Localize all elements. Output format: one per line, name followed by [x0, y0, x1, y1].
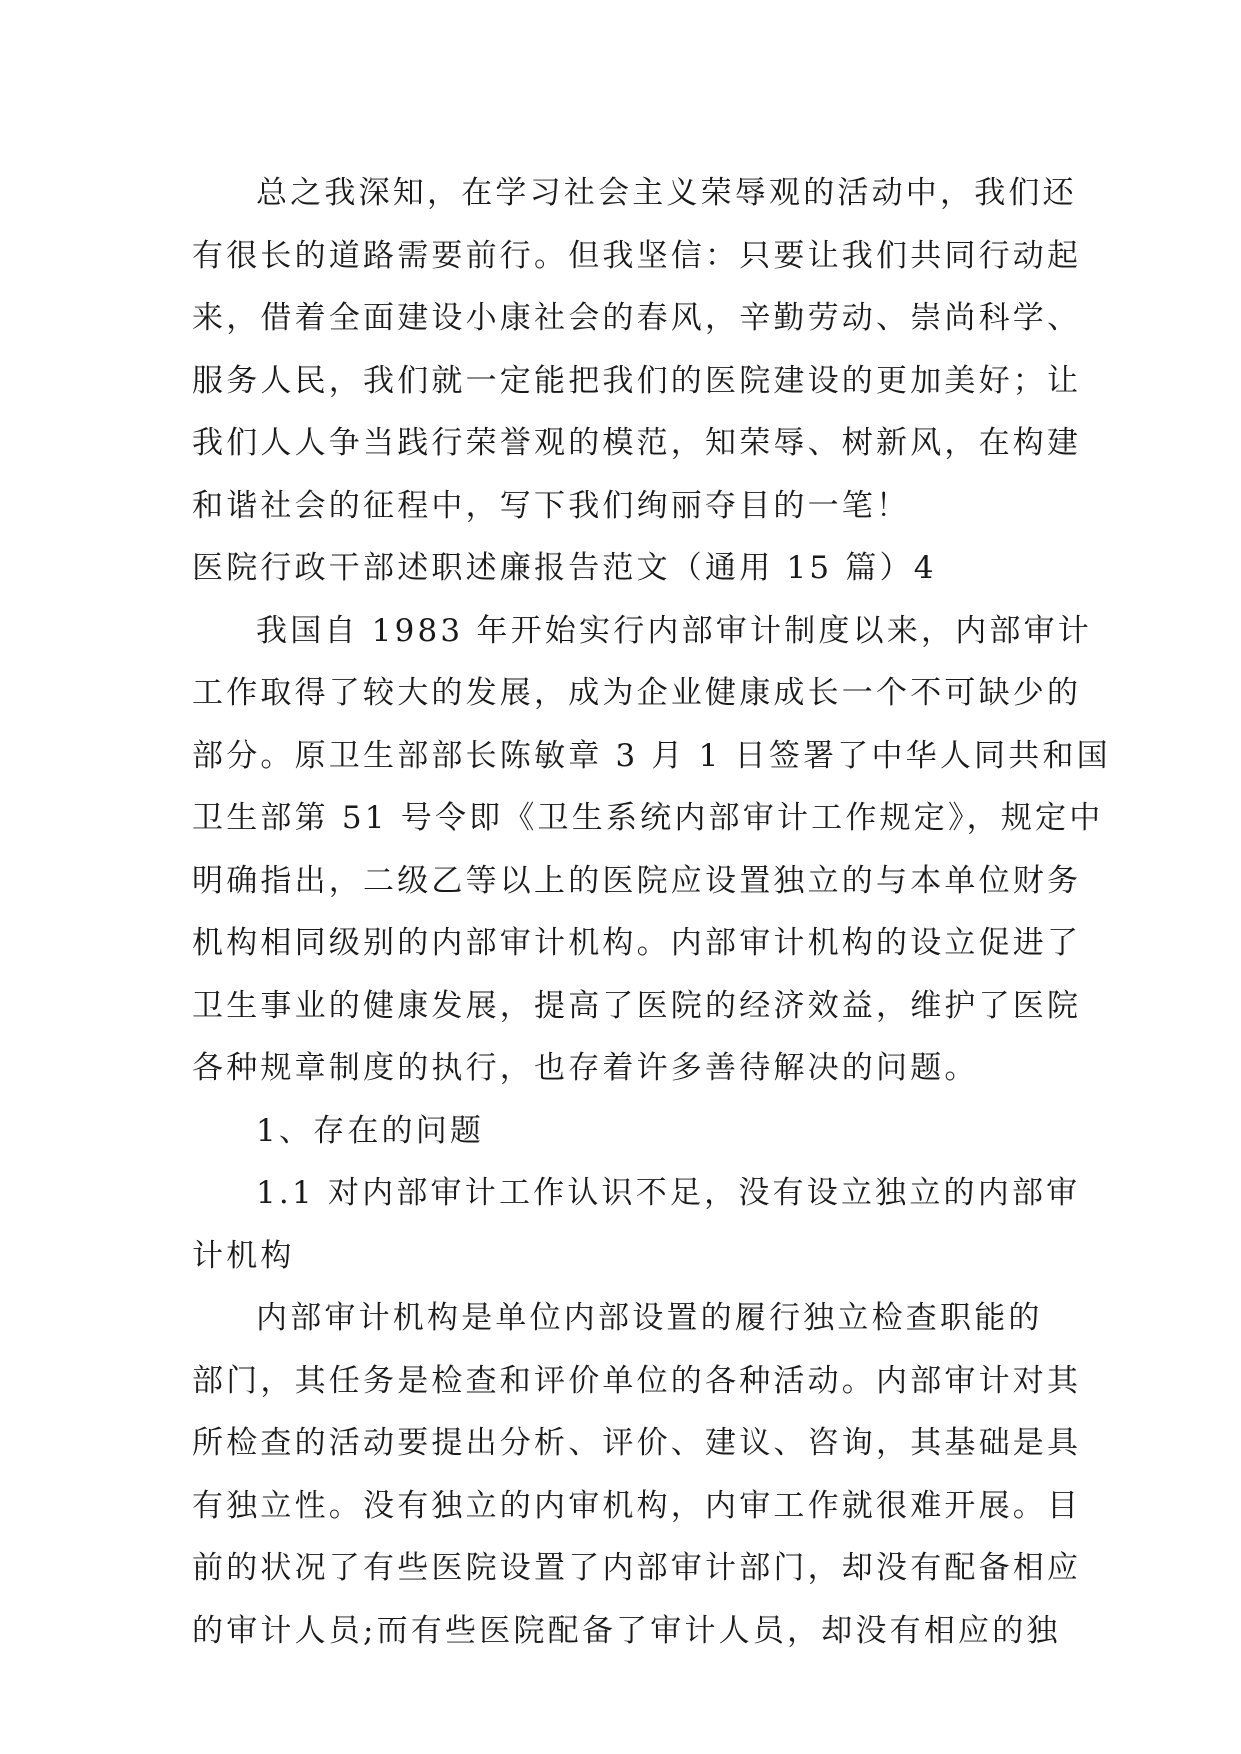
text-line: 服务人民，我们就一定能把我们的医院建设的更加美好；让	[192, 362, 1082, 399]
text-line: 总之我深知，在学习社会主义荣辱观的活动中，我们还	[256, 175, 1077, 211]
text-line: 计机构	[192, 1237, 295, 1274]
text-line: 的审计人员;而有些医院配备了审计人员，却没有相应的独	[192, 1612, 1061, 1649]
text-line: 机构相同级别的内部审计机构。内部审计机构的设立促进了	[192, 925, 1082, 961]
text-line: 各种规章制度的执行，也存着许多善待解决的问题。	[192, 1050, 979, 1086]
text-line: 我们人人争当践行荣誉观的模范，知荣辱、树新风，在构建	[192, 425, 1082, 461]
text-line: 卫生事业的健康发展，提高了医院的经济效益，维护了医院	[192, 987, 1082, 1024]
text-line: 有很长的道路需要前行。但我坚信：只要让我们共同行动起	[192, 237, 1082, 274]
text-line: 明确指出，二级乙等以上的医院应设置独立的与本单位财务	[192, 862, 1082, 899]
text-line: 前的状况了有些医院设置了内部审计部门，却没有配备相应	[192, 1550, 1082, 1586]
text-line: 内部审计机构是单位内部设置的履行独立检查职能的	[256, 1300, 1043, 1336]
text-line: 1.1 对内部审计工作认识不足，没有设立独立的内部审	[256, 1175, 1081, 1211]
text-line: 1、存在的问题	[256, 1112, 485, 1149]
text-line: 部分。原卫生部部长陈敏章 3 月 1 日签署了中华人同共和国	[192, 737, 1111, 774]
document-body	[192, 162, 1111, 1662]
text-line: 所检查的活动要提出分析、评价、建议、咨询，其基础是具	[192, 1425, 1082, 1461]
text-line: 和谐社会的征程中，写下我们绚丽夺目的一笔！	[192, 487, 911, 524]
text-line: 部门，其任务是检查和评价单位的各种活动。内部审计对其	[192, 1362, 1082, 1399]
text-line: 我国自 1983 年开始实行内部审计制度以来，内部审计	[256, 612, 1092, 649]
text-line: 工作取得了较大的发展，成为企业健康成长一个不可缺少的	[192, 675, 1082, 711]
text-line: 医院行政干部述职述廉报告范文（通用 15 篇）4	[192, 550, 937, 586]
text-line: 来，借着全面建设小康社会的春风，辛勤劳动、崇尚科学、	[192, 300, 1082, 336]
text-line: 卫生部第 51 号令即《卫生系统内部审计工作规定》，规定中	[192, 800, 1104, 836]
text-line: 有独立性。没有独立的内审机构，内审工作就很难开展。目	[192, 1487, 1082, 1524]
